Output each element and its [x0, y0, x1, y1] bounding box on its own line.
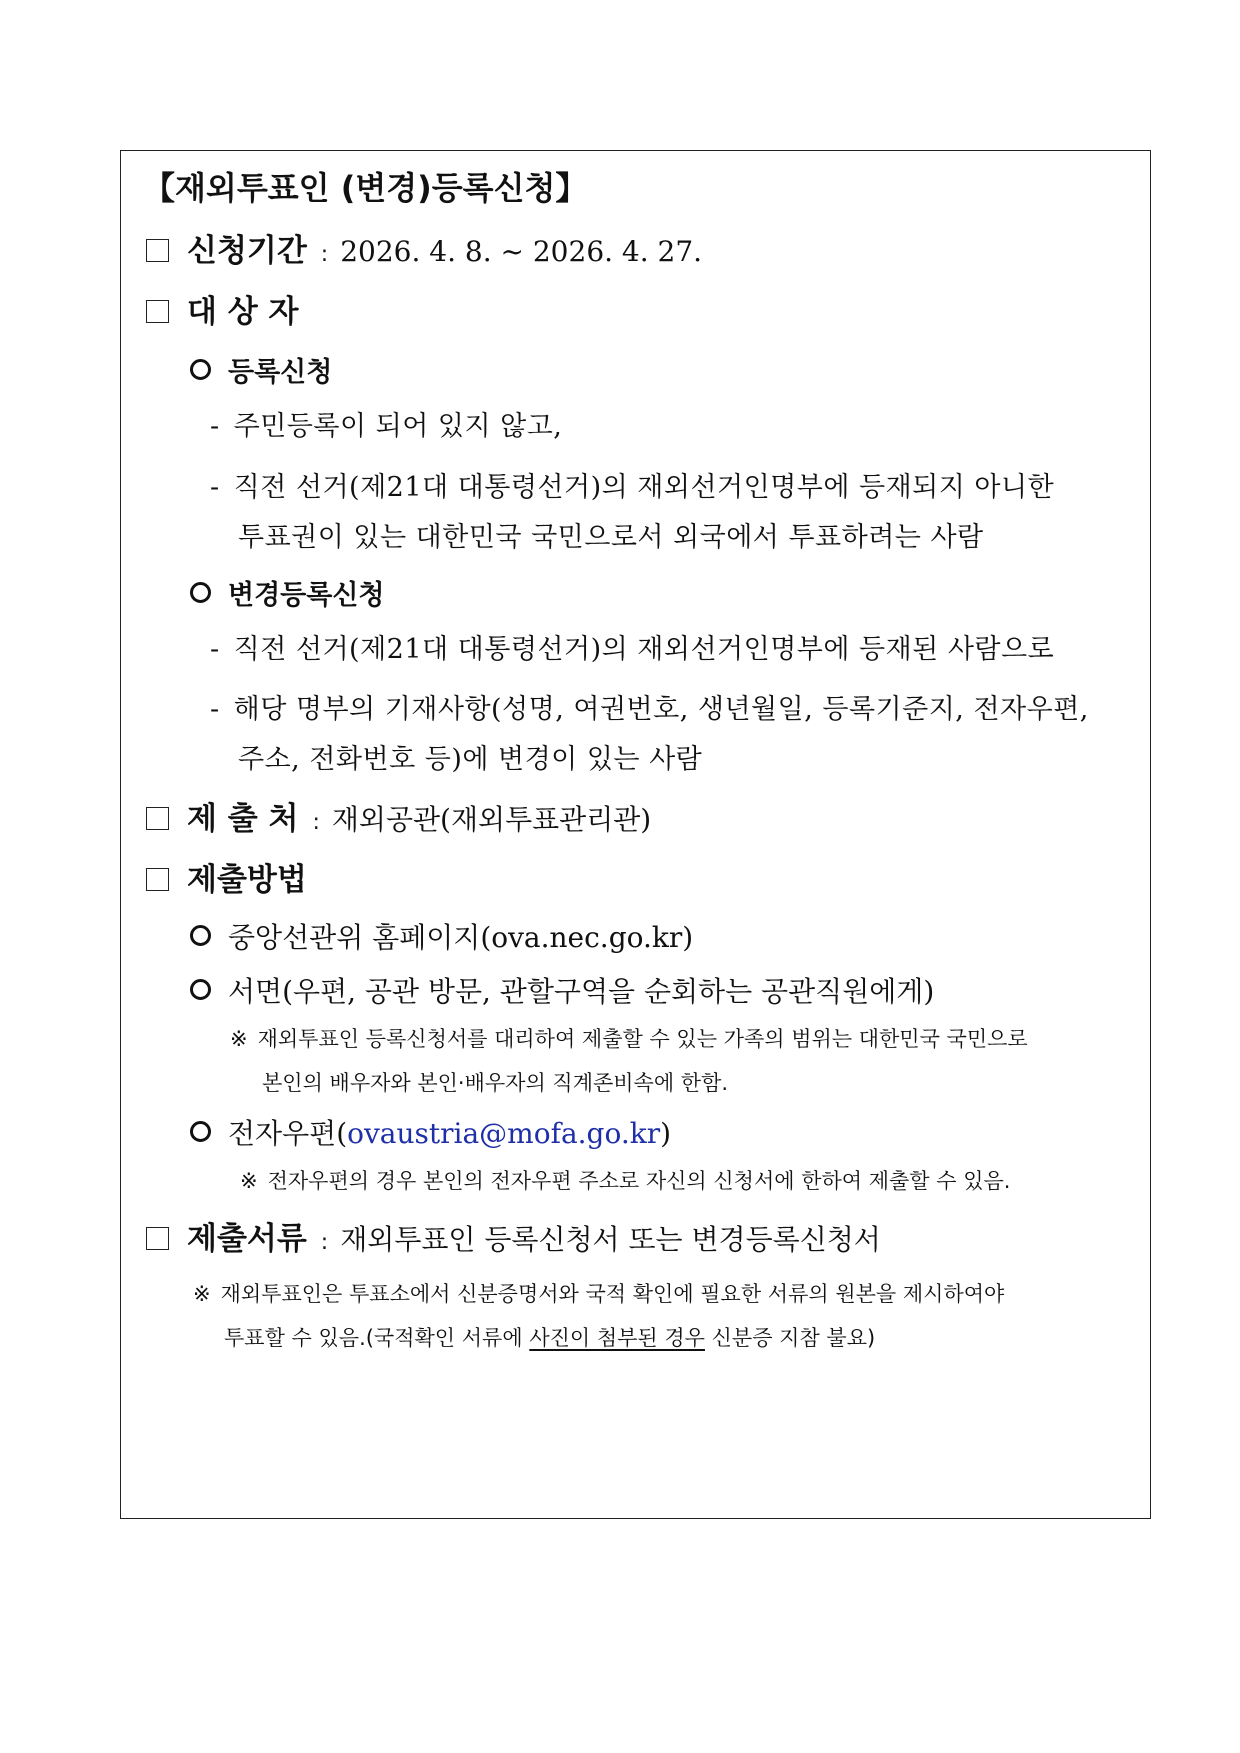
list-item — [210, 696, 1089, 723]
sub-label: 등록신청 — [228, 357, 333, 388]
square-bullet-icon — [146, 300, 169, 323]
sub-change — [190, 581, 385, 609]
circle-bullet-icon — [190, 979, 211, 1000]
list-item — [210, 474, 1054, 501]
reference-mark: ※ — [193, 1282, 211, 1306]
separator: : — [320, 1230, 329, 1255]
note-text: 재외투표인은 투표소에서 신분증명서와 국적 확인에 필요한 서류의 원본을 제시하여야 — [220, 1282, 1005, 1306]
list-item — [210, 413, 562, 440]
reference-mark: ※ — [240, 1169, 258, 1193]
email-link[interactable]: ovaustria@mofa.go.kr — [347, 1117, 661, 1150]
item-text: 주민등록이 되어 있지 않고, — [233, 411, 563, 442]
sub-label: 변경등록신청 — [228, 580, 385, 611]
circle-bullet-icon — [190, 1121, 211, 1142]
section-heading: 제 출 처 — [187, 801, 299, 837]
dash-marker: - — [210, 411, 220, 442]
documents-value: 재외투표인 등록신청서 또는 변경등록신청서 — [340, 1223, 881, 1256]
method-online — [190, 921, 694, 954]
note-text: 재외투표인 등록신청서를 대리하여 제출할 수 있는 가족의 범위는 대한민국 국민으로 — [257, 1027, 1028, 1051]
underlined-text: 사진이 첨부된 경우 — [529, 1326, 705, 1350]
dash-marker: - — [210, 472, 220, 503]
item-text: 직전 선거(제21대 대통령선거)의 재외선거인명부에 등재된 사람으로 — [233, 634, 1055, 665]
circle-bullet-icon — [190, 925, 211, 946]
sub-registration — [190, 358, 332, 386]
square-bullet-icon — [146, 807, 169, 830]
email-note — [240, 1171, 1010, 1192]
section-heading: 제출방법 — [187, 862, 307, 898]
separator: : — [312, 810, 320, 835]
item-text: 직전 선거(제21대 대통령선거)의 재외선거인명부에 등재되지 아니한 — [233, 472, 1055, 503]
section-submit-to — [146, 801, 652, 837]
section-heading: 대 상 자 — [187, 294, 299, 330]
dash-marker: - — [210, 694, 220, 725]
note-text: 전자우편의 경우 본인의 전자우편 주소로 자신의 신청서에 한하여 제출할 수 있음. — [267, 1169, 1011, 1193]
circle-bullet-icon — [190, 582, 211, 603]
list-item — [210, 636, 1054, 663]
section-method — [146, 862, 307, 898]
reference-mark: ※ — [230, 1027, 248, 1051]
method-paper — [190, 975, 935, 1008]
separator: : — [320, 242, 329, 267]
square-bullet-icon — [146, 868, 169, 891]
section-documents — [146, 1221, 881, 1257]
documents-note-continuation — [224, 1328, 875, 1349]
paper-note — [230, 1029, 1028, 1050]
submit-to-value: 재외공관(재외투표관리관) — [331, 803, 652, 836]
page-title: 【재외투표인 (변경)등록신청】 — [143, 169, 588, 207]
method-paper-text: 서면(우편, 공관 방문, 관할구역을 순회하는 공관직원에게) — [228, 975, 935, 1008]
list-item-continuation: 주소, 전화번호 등)에 변경이 있는 사람 — [238, 744, 703, 775]
section-heading: 신청기간 — [187, 233, 307, 269]
method-online-text: 중앙선관위 홈페이지(ova.nec.go.kr) — [228, 921, 694, 954]
dash-marker: - — [210, 634, 220, 665]
section-heading: 제출서류 — [187, 1221, 307, 1257]
section-period — [146, 233, 703, 269]
note-text: 투표할 수 있음.(국적확인 서류에 — [224, 1326, 523, 1350]
item-text: 해당 명부의 기재사항(성명, 여권번호, 생년월일, 등록기준지, 전자우편, — [233, 694, 1089, 725]
note-text: 신분증 지참 불요) — [711, 1326, 876, 1350]
square-bullet-icon — [146, 239, 169, 262]
paper-note-continuation: 본인의 배우자와 본인·배우자의 직계존비속에 한함. — [262, 1071, 729, 1095]
square-bullet-icon — [146, 1227, 169, 1250]
email-suffix: ) — [660, 1117, 672, 1150]
documents-note — [193, 1284, 1004, 1305]
period-value: 2026. 4. 8. ~ 2026. 4. 27. — [340, 235, 703, 268]
circle-bullet-icon — [190, 359, 211, 380]
list-item-continuation: 투표권이 있는 대한민국 국민으로서 외국에서 투표하려는 사람 — [238, 522, 984, 553]
email-prefix: 전자우편( — [228, 1117, 348, 1150]
method-email — [190, 1117, 672, 1150]
section-target — [146, 294, 299, 330]
